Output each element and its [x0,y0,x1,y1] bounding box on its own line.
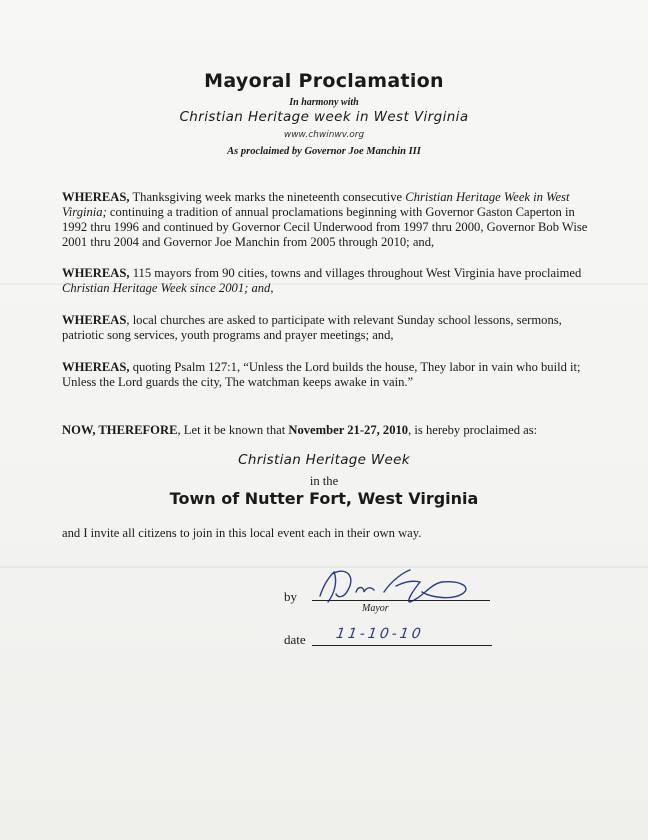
date-line [312,645,492,646]
proclamation-dates: November 21-27, 2010 [288,423,409,437]
website-text: www.chwinwv.org [283,130,365,140]
proclaimed-event: Christian Heritage Week [238,452,410,468]
whereas-lead: WHEREAS, [62,190,130,204]
whereas-lead: WHEREAS [62,313,127,327]
handwritten-date: 11-10-10 [334,626,425,642]
event-name-heading: Christian Heritage week in West Virginia [179,109,469,125]
proclaimed-by-text: As proclaimed by Governor Joe Manchin III [227,146,421,157]
whereas-lead: WHEREAS, [62,360,130,374]
page-title: Mayoral Proclamation [204,70,444,92]
subtitle: In harmony with [289,97,359,108]
town-name: Town of Nutter Fort, West Virginia [169,489,479,508]
by-label: by [284,589,297,604]
invite-paragraph: and I invite all citizens to join in this local event each in their own way. [62,526,422,540]
whereas-paragraph-3: WHEREAS, local churches are asked to participate with relevant Sunday school lessons, sermons, patriotic song services, youth programs and prayer meetings; and, [62,313,562,342]
therefore-paragraph: NOW, THEREFORE, Let it be known that November 21-27, 2010, is hereby proclaimed as: [62,423,538,437]
date-label: date [284,632,306,647]
whereas-lead: WHEREAS, [62,266,130,280]
in-the-text: in the [309,474,339,488]
therefore-lead: NOW, THEREFORE [62,423,178,437]
whereas-paragraph-1: WHEREAS, Thanksgiving week marks the nineteenth consecutive Christian Heritage Week in West Virginia; continuing a tradition of annual proclamations beginning with Governor Gaston Caperton in 1992 thru 1996 and continued by Governor Cecil Underwood from 1997 thru 2000, Governor Bob Wise 2001 thru 2004 and Governor Joe Manchin from 2005 through 2010; and, [62,190,588,249]
mayor-signature [312,562,482,610]
whereas-paragraph-4: WHEREAS, quoting Psalm 127:1, “Unless the Lord builds the house, They labor in vain who build it; Unless the Lord guards the city, The watchman keeps awake in vain.” [62,360,581,389]
signature-line [312,600,490,601]
whereas-paragraph-2: WHEREAS, 115 mayors from 90 cities, towns and villages throughout West Virginia have proclaimed Christian Heritage Week since 2001; and, [62,266,582,295]
mayor-label: Mayor [362,603,389,614]
